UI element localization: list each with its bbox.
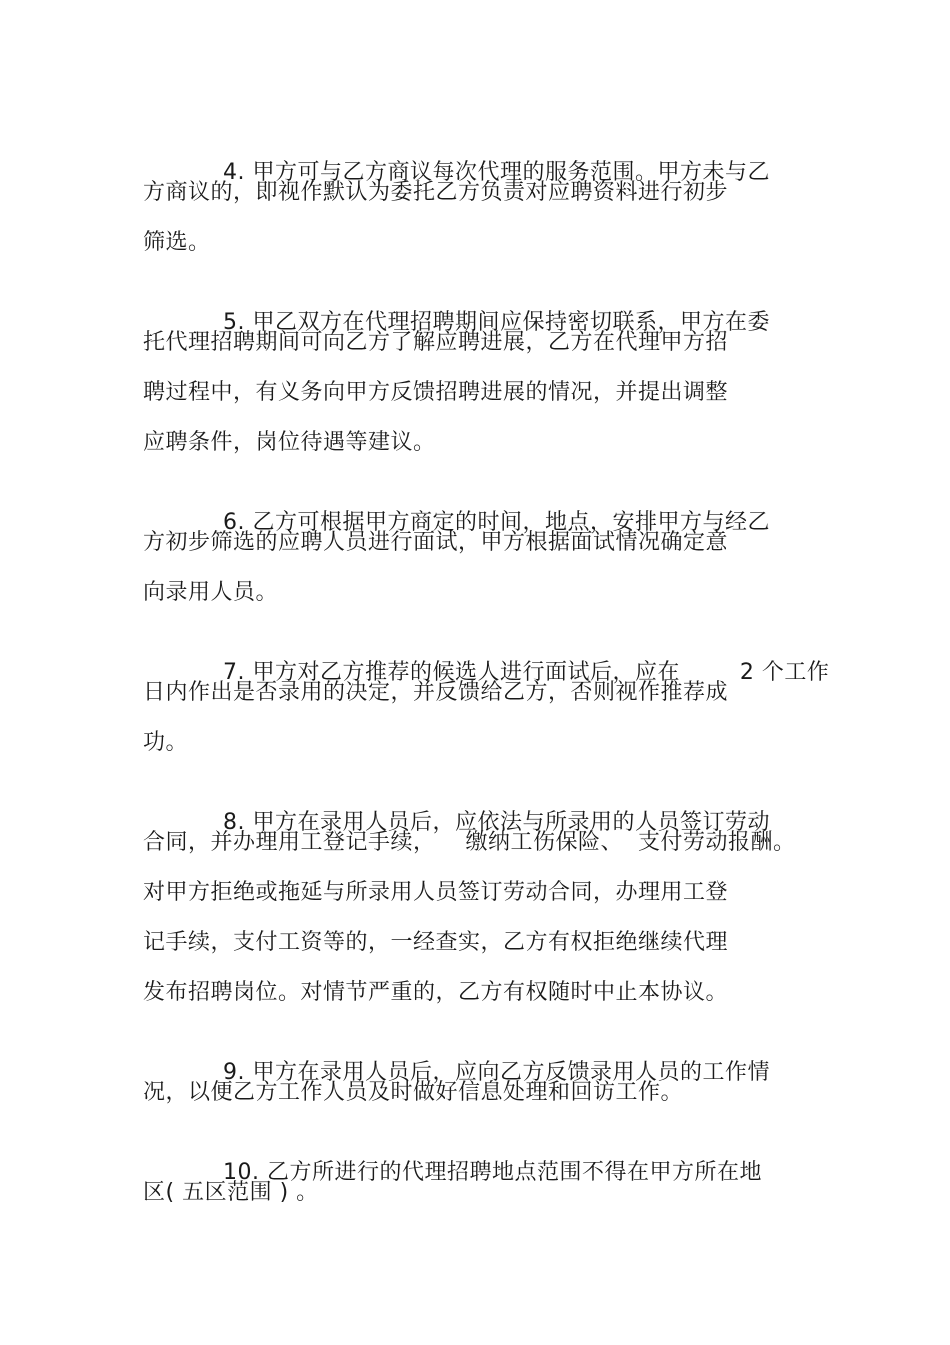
- clause-text: 甲方可与乙方商议每次代理的服务范围。甲方未与乙: [252, 160, 770, 185]
- clause-number: 5.: [222, 310, 245, 335]
- clause-6-line-3: 向录用人员。: [143, 580, 279, 605]
- clause-number: 8.: [222, 810, 245, 835]
- clause-number: 9.: [222, 1060, 245, 1085]
- clause-text: 乙方所进行的代理招聘地点范围不得在甲方所在地: [266, 1160, 762, 1185]
- clause-number: 6.: [222, 510, 245, 535]
- clause-4-line-3: 筛选。: [143, 230, 211, 255]
- clause-8-line-2: 合同，并办理用工登记手续， 缴纳工伤保险、 支付劳动报酬。: [143, 830, 796, 855]
- clause-10-line-2: 区( 五区范围 ) 。: [143, 1180, 319, 1205]
- clause-5-line-3: 聘过程中，有义务向甲方反馈招聘进展的情况，并提出调整: [143, 380, 729, 405]
- clause-text: 乙方可根据甲方商定的时间，地点，安排甲方与经乙: [252, 510, 770, 535]
- clause-5-line-4: 应聘条件，岗位待遇等建议。: [143, 430, 436, 455]
- clause-9-line-2: 况，以便乙方工作人员及时做好信息处理和回访工作。: [143, 1080, 684, 1105]
- clause-8-line-3: 对甲方拒绝或拖延与所录用人员签订劳动合同，办理用工登: [143, 880, 729, 905]
- clause-number: 7.: [222, 660, 245, 685]
- clause-4-line-2: 方商议的，即视作默认为委托乙方负责对应聘资料进行初步: [143, 180, 729, 205]
- clause-6-line-2: 方初步筛选的应聘人员进行面试，甲方根据面试情况确定意: [143, 530, 729, 555]
- clause-8-line-4: 记手续，支付工资等的，一经查实，乙方有权拒绝继续代理: [143, 930, 729, 955]
- clause-number: 10.: [222, 1160, 260, 1185]
- clause-text: 甲方在录用人员后，应向乙方反馈录用人员的工作情: [252, 1060, 770, 1085]
- clause-text: 甲乙双方在代理招聘期间应保持密切联系，甲方在委: [252, 310, 770, 335]
- clause-7-line-3: 功。: [143, 730, 189, 755]
- clause-text: 甲方对乙方推荐的候选人进行面试后，应在 2 个工作: [252, 660, 830, 685]
- clause-5-line-2: 托代理招聘期间可向乙方了解应聘进展，乙方在代理甲方招: [143, 330, 729, 355]
- clause-7-line-2: 日内作出是否录用的决定，并反馈给乙方，否则视作推荐成: [143, 680, 729, 705]
- clause-text: 甲方在录用人员后，应依法与所录用的人员签订劳动: [252, 810, 770, 835]
- clause-8-line-5: 发布招聘岗位。对情节严重的，乙方有权随时中止本协议。: [143, 980, 729, 1005]
- clause-number: 4.: [222, 160, 245, 185]
